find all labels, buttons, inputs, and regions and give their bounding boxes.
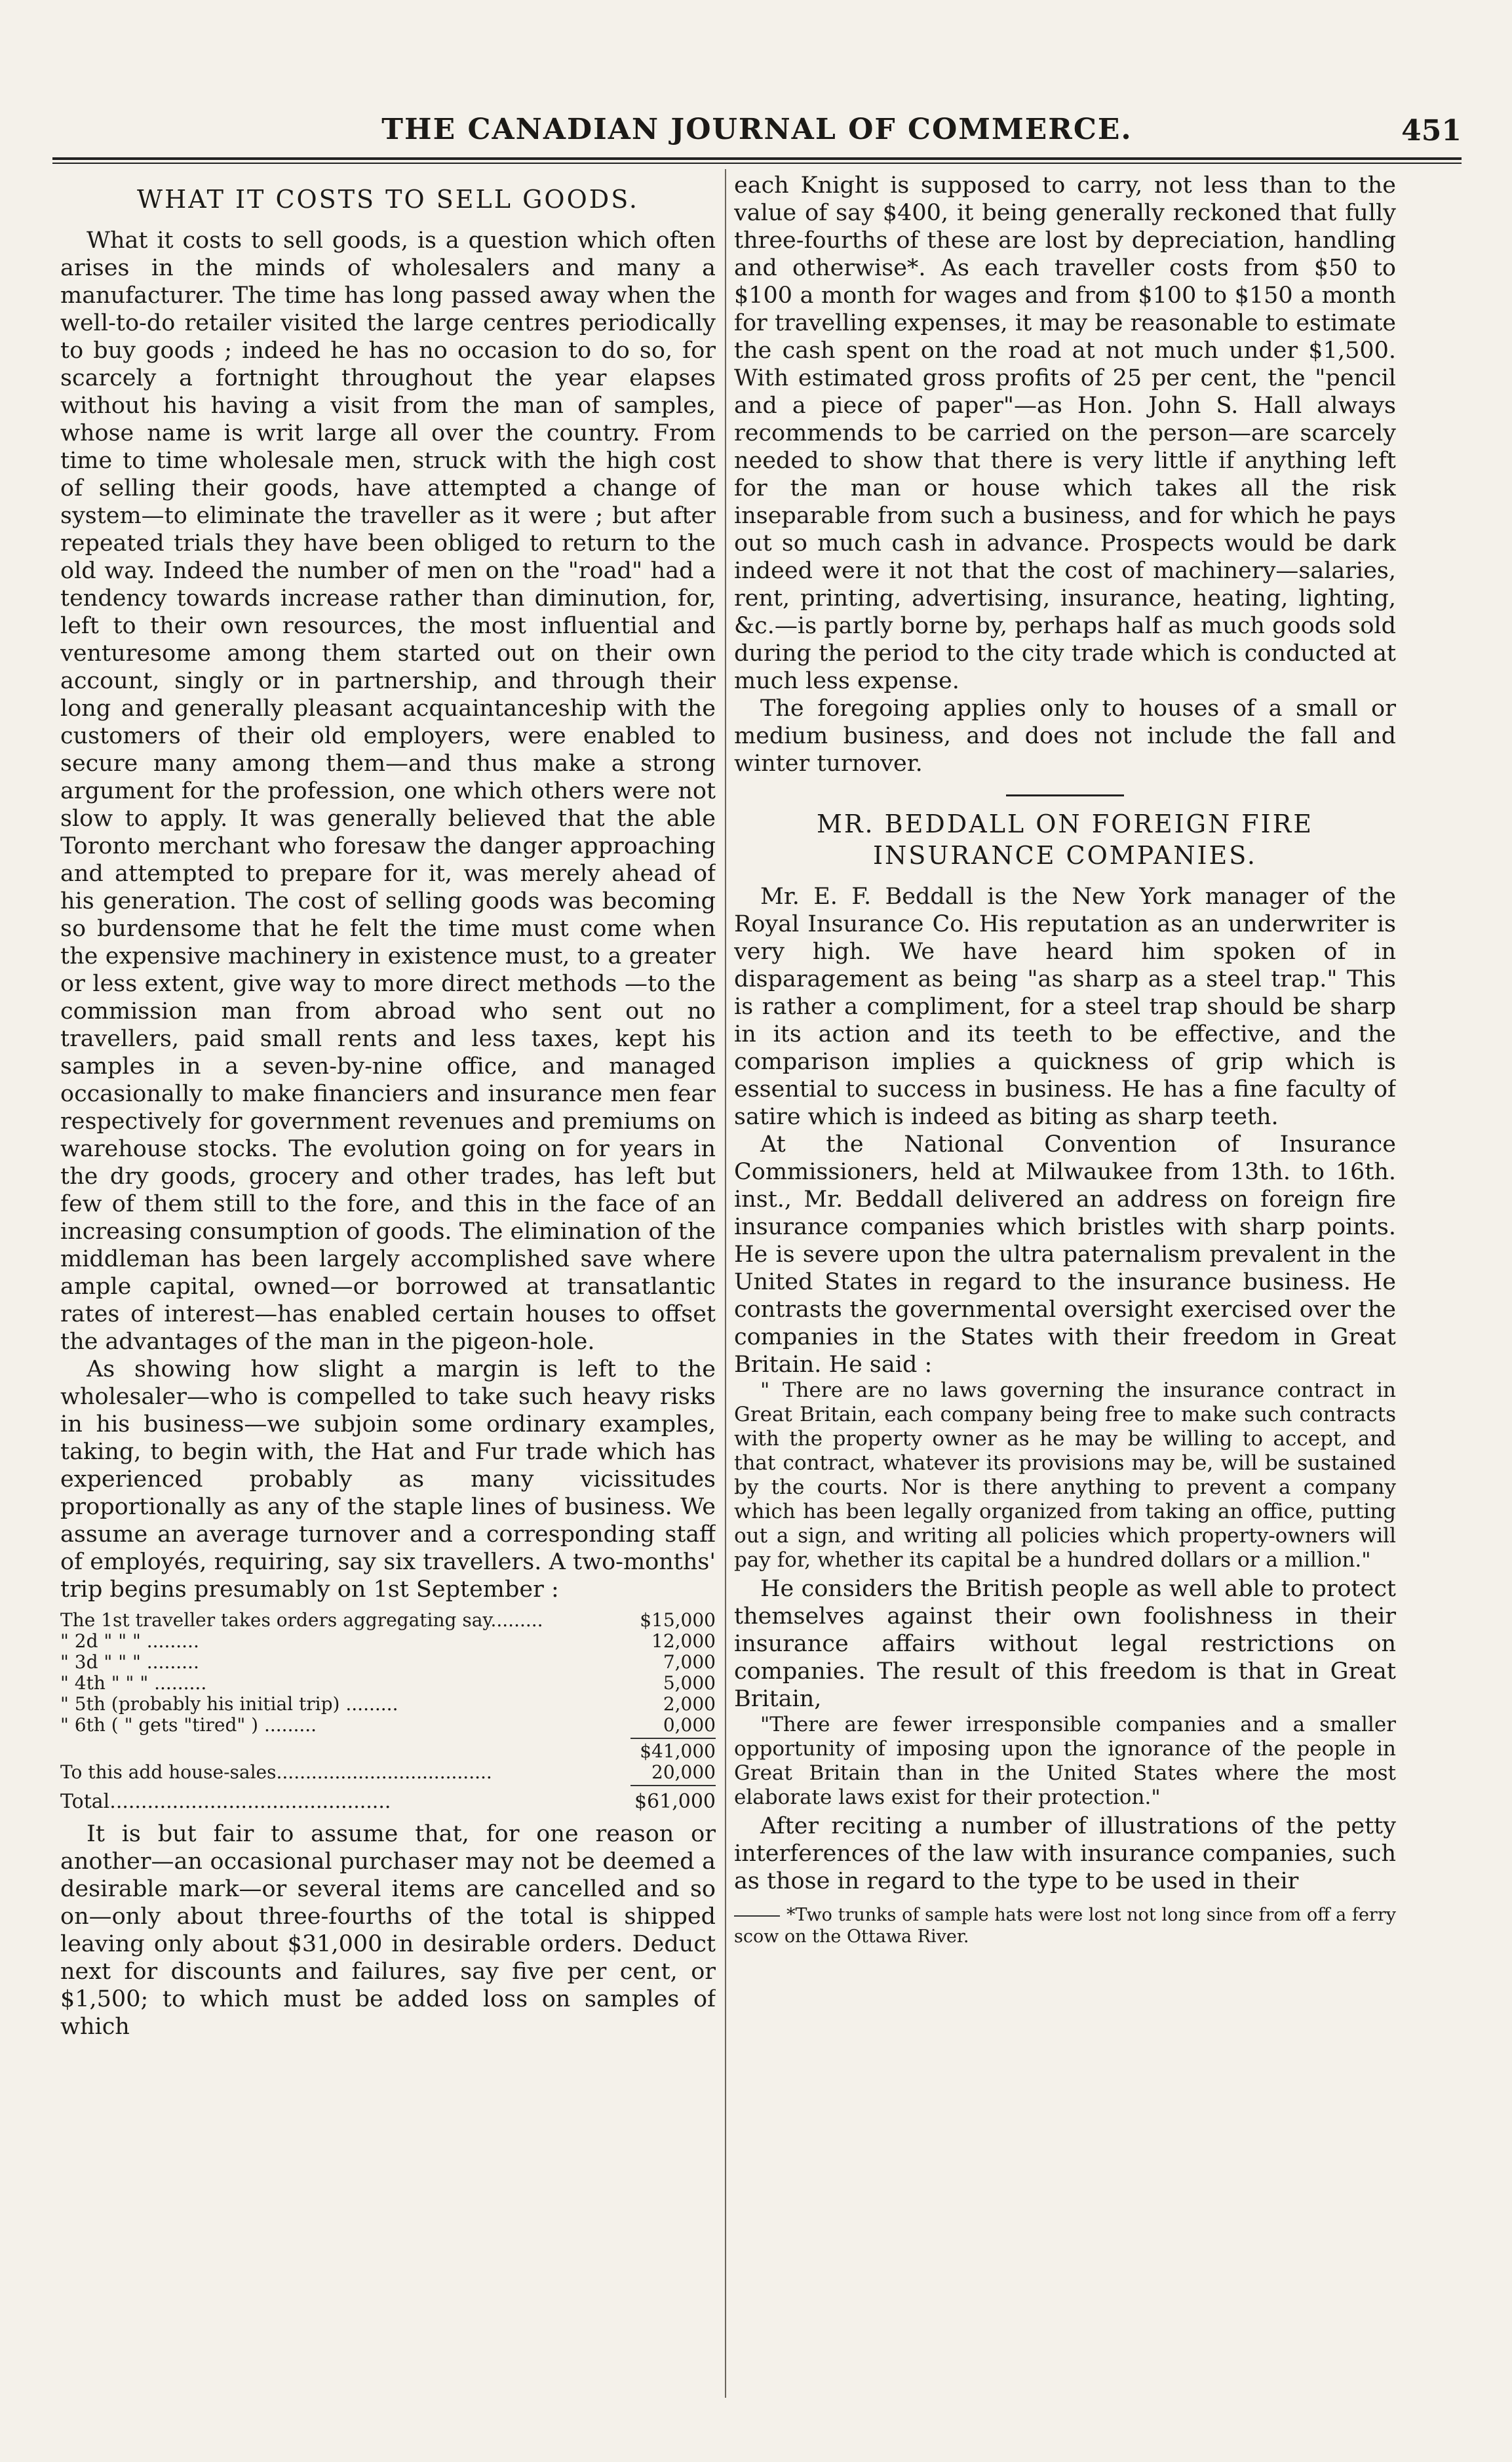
article-paragraph: It is but fair to assume that, for one reason or another—an occasional purchaser may not be deemed a desirable mark—or several items are cancelled and so on—only about three-fourths of the total is shipped leaving only about $31,000 in desirable orders. Deduct next for discounts and failures, say five per cent, or $1,500; to which must be added loss on samples of which bbox=[60, 1821, 716, 2040]
ledger-label: " 5th (probably his initial trip) ......... bbox=[60, 1693, 398, 1715]
article-paragraph: What it costs to sell goods, is a question which often arises in the minds of wholesalers and many a manufacturer. The time has long passed away when the well-to-do retailer visited the large centres periodically to buy goods ; indeed he has no occasion to do so, for scarcely a fortnight throughout the year elapses without his having a visit from the man of samples, whose name is writ large all over the country. From time to time wholesale men, struck with the high cost of selling their goods, have attempted a change of system—to eliminate the traveller as it were ; but after repeated trials they have been obliged to return to the old way. Indeed the number of men on the "road" had a tendency towards increase rather than diminution, for, left to their own resources, the most influential and venturesome among them started out on their own account, singly or in partnership, and through their long and generally pleasant acquaintanceship with the customers of their old employers, were enabled to secure many among them—and thus make a strong argument for the profession, one which others were not slow to apply. It was generally believed that the able Toronto merchant who foresaw the danger approaching and attempted to prepare for it, was merely ahead of his generation. The cost of selling goods was becoming so burdensome that he felt the time must come when the expensive machinery in existence must, to a greater or less extent, give way to more direct methods —to the commission man from abroad who sent out no travellers, paid small rents and less taxes, kept his samples in a seven-by-nine office, and managed occasionally to make financiers and insurance men fear respectively for government revenues and premiums on warehouse stocks. The evolution going on for years in the dry goods, grocery and other trades, has left but few of them still to the fore, and this in the face of an increasing consumption of goods. The elimination of the middleman has been largely accomplished save where ample capital, owned—or borrowed at transatlantic rates of interest—has enabled certain houses to offset the advantages of the man in the pigeon-hole. bbox=[60, 227, 716, 1355]
ledger-label: To this add house-sales..................................... bbox=[60, 1761, 492, 1783]
ledger-row bbox=[60, 1673, 716, 1694]
ledger-total-row bbox=[60, 1791, 716, 1812]
ledger-subtotal-row bbox=[60, 1741, 716, 1762]
ledger-label: " 6th ( " gets "tired" ) ......... bbox=[60, 1714, 317, 1736]
ledger-amount: 5,000 bbox=[663, 1672, 716, 1694]
article-paragraph: The foregoing applies only to houses of a small or medium business, and does not include the fall and winter turnover. bbox=[734, 695, 1396, 777]
page-header bbox=[52, 113, 1462, 159]
section-divider bbox=[1006, 794, 1124, 796]
ledger-total: $61,000 bbox=[634, 1790, 716, 1813]
ledger-row bbox=[60, 1715, 716, 1736]
ledger-label: " 2d " " " ......... bbox=[60, 1630, 199, 1652]
article-paragraph: At the National Convention of Insurance Commissioners, held at Milwaukee from 13th. to 16th. inst., Mr. Beddall delivered an address on foreign fire insurance companies which bristles with sharp points. He is severe upon the ultra paternalism prevalent in the United States in regard to the insurance business. He contrasts the governmental oversight exercised over the companies in the States with their freedom in Great Britain. He said : bbox=[734, 1131, 1396, 1378]
right-column bbox=[734, 172, 1396, 2427]
ledger-amount: 20,000 bbox=[651, 1761, 716, 1783]
ledger-amount: $15,000 bbox=[640, 1609, 716, 1631]
page-number: 451 bbox=[1401, 114, 1462, 147]
column-separator bbox=[725, 169, 726, 2398]
sales-ledger bbox=[60, 1610, 716, 1812]
article-paragraph: Mr. E. F. Beddall is the New York manager of the Royal Insurance Co. His reputation as an underwriter is very high. We have heard him spoken of in disparagement as being "as sharp as a steel trap." This is rather a compliment, for a steel trap should be sharp in its action and its teeth to be effective, and the comparison implies a quickness of grip which is essential to success in business. He has a fine faculty of satire which is indeed as biting as sharp teeth. bbox=[734, 884, 1396, 1130]
article-paragraph: After reciting a number of illustrations of the petty interferences of the law with insurance companies, such as those in regard to the type to be used in their bbox=[734, 1813, 1396, 1894]
ledger-amount: 2,000 bbox=[663, 1693, 716, 1715]
left-column bbox=[60, 172, 716, 2427]
ledger-row bbox=[60, 1694, 716, 1715]
ledger-label: " 4th " " " ......... bbox=[60, 1672, 207, 1694]
ledger-amount: 12,000 bbox=[651, 1630, 716, 1652]
ledger-row bbox=[60, 1762, 716, 1783]
footnote bbox=[734, 1904, 1396, 1947]
header-rule bbox=[52, 157, 1462, 164]
ledger-row bbox=[60, 1610, 716, 1631]
ledger-total-label: Total............................................. bbox=[60, 1790, 391, 1813]
ledger-label: The 1st traveller takes orders aggregating say......... bbox=[60, 1609, 543, 1631]
ledger-subtotal: $41,000 bbox=[640, 1740, 716, 1762]
article-paragraph: each Knight is supposed to carry, not less than to the value of say $400, it being generally reckoned that fully three-fourths of these are lost by depreciation, handling and otherwise*. As each traveller costs from $50 to $100 a month for wages and from $100 to $150 a month for travelling expenses, it may be reasonable to estimate the cash spent on the road at not much under $1,500. With estimated gross profits of 25 per cent, the "pencil and a piece of paper"—as Hon. John S. Hall always recommends to be carried on the person—are scarcely needed to show that there is very little if anything left for the man or house which takes all the risk inseparable from such a business, and for which he pays out so much cash in advance. Prospects would be dark indeed were it not that the cost of machinery—salaries, rent, printing, advertising, insurance, heating, lighting, &c.—is partly borne by, perhaps half as much goods sold during the period to the city trade which is conducted at much less expense. bbox=[734, 172, 1396, 694]
article-headline-costs: WHAT IT COSTS TO SELL GOODS. bbox=[137, 185, 639, 214]
ledger-row bbox=[60, 1652, 716, 1673]
ledger-amount: 7,000 bbox=[663, 1651, 716, 1673]
footnote-rule bbox=[734, 1915, 780, 1917]
ledger-amount: 0,000 bbox=[663, 1714, 716, 1736]
ledger-rule bbox=[630, 1785, 716, 1786]
block-quote: "There are fewer irresponsible companies and a smaller opportunity of imposing upon the ignorance of the people in Great Britain than in the United States where the most elaborate laws exist for their protection." bbox=[734, 1713, 1396, 1809]
article-paragraph: As showing how slight a margin is left to the wholesaler—who is compelled to take such heavy risks in his business—we subjoin some ordinary examples, taking, to begin with, the Hat and Fur trade which has experienced probably as many vicissitudes proportionally as any of the staple lines of business. We assume an average turnover and a corresponding staff of employés, requiring, say six travellers. A two-months' trip begins presumably on 1st September : bbox=[60, 1356, 716, 1603]
article-paragraph: He considers the British people as well able to protect themselves against their own foolishness in their insurance affairs without legal restrictions on companies. The result of this freedom is that in Great Britain, bbox=[734, 1576, 1396, 1712]
ledger-row bbox=[60, 1631, 716, 1652]
ledger-label: " 3d " " " ......... bbox=[60, 1651, 199, 1673]
block-quote: " There are no laws governing the insurance contract in Great Britain, each company being free to make such contracts with the property owner as he may be willing to accept, and that contract, whatever its provisions may be, will be sustained by the courts. Nor is there anything to prevent a company which has been legally organized from taking an office, putting out a sign, and writing all policies which property-owners will pay for, whether its capital be a hundred dollars or a million." bbox=[734, 1378, 1396, 1572]
article-headline-beddall: MR. BEDDALL ON FOREIGN FIRE INSURANCE COMPANIES. bbox=[816, 810, 1314, 870]
footnote-text: *Two trunks of sample hats were lost not long since from off a ferry scow on the Ottawa River. bbox=[734, 1905, 1396, 1947]
ledger-rule bbox=[630, 1738, 716, 1739]
journal-title: THE CANADIAN JOURNAL OF COMMERCE. bbox=[381, 113, 1133, 146]
